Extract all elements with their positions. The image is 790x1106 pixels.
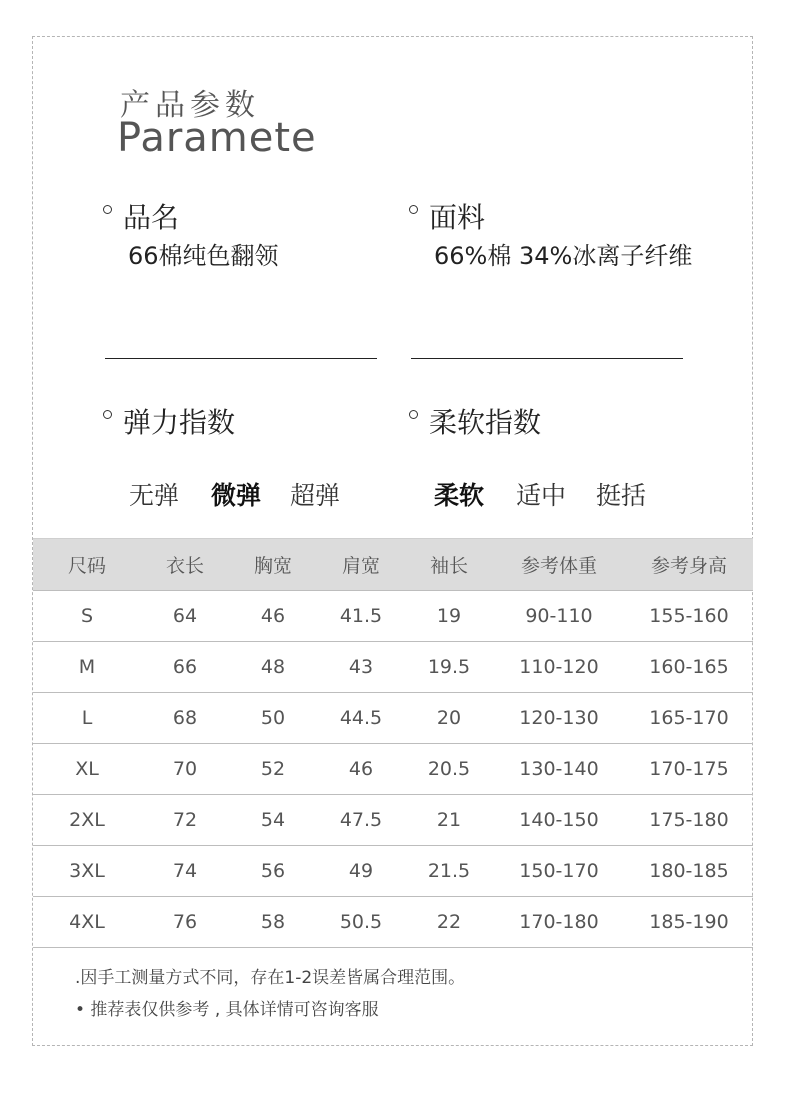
- table-row: [33, 897, 753, 948]
- column-header: 尺码: [33, 539, 141, 591]
- table-cell: 49: [317, 846, 405, 897]
- table-cell: 170-175: [625, 744, 753, 795]
- table-row: [33, 591, 753, 642]
- table-cell: 50: [229, 693, 317, 744]
- column-header: 肩宽: [317, 539, 405, 591]
- table-cell: 46: [317, 744, 405, 795]
- table-row: [33, 846, 753, 897]
- table-cell: 120-130: [493, 693, 625, 744]
- table-row: [33, 642, 753, 693]
- measurement-note: .因手工测量方式不同，存在1-2误差皆属合理范围。: [75, 968, 466, 988]
- section-title-en: Paramete: [117, 115, 317, 161]
- circle-bullet-icon: [103, 410, 112, 419]
- table-cell: 170-180: [493, 897, 625, 948]
- table-cell: S: [33, 591, 141, 642]
- section-title-cn: 产品参数: [120, 88, 260, 123]
- column-header: 袖长: [405, 539, 493, 591]
- param-label: 柔软指数: [429, 406, 542, 439]
- table-cell: 22: [405, 897, 493, 948]
- size-table: [33, 538, 753, 948]
- table-cell: 175-180: [625, 795, 753, 846]
- table-cell: L: [33, 693, 141, 744]
- soft-option: 挺括: [596, 481, 647, 510]
- table-cell: 56: [229, 846, 317, 897]
- soft-option-selected: 柔软: [434, 481, 485, 510]
- circle-bullet-icon: [103, 205, 112, 214]
- reference-note: • 推荐表仅供参考 , 具体详情可咨询客服: [75, 1000, 379, 1020]
- circle-bullet-icon: [409, 205, 418, 214]
- table-cell: 130-140: [493, 744, 625, 795]
- table-cell: 19.5: [405, 642, 493, 693]
- table-cell: 185-190: [625, 897, 753, 948]
- column-header: 参考体重: [493, 539, 625, 591]
- table-cell: 3XL: [33, 846, 141, 897]
- table-cell: 72: [141, 795, 229, 846]
- table-cell: 90-110: [493, 591, 625, 642]
- table-cell: 21.5: [405, 846, 493, 897]
- table-row: [33, 693, 753, 744]
- param-value: 66%棉 34%冰离子纤维: [434, 242, 693, 270]
- table-header-row: [33, 539, 753, 591]
- table-cell: 50.5: [317, 897, 405, 948]
- column-header: 参考身高: [625, 539, 753, 591]
- table-cell: XL: [33, 744, 141, 795]
- table-cell: 165-170: [625, 693, 753, 744]
- table-cell: 68: [141, 693, 229, 744]
- param-label: 品名: [123, 201, 180, 234]
- param-label: 弹力指数: [123, 406, 236, 439]
- param-label: 面料: [429, 201, 486, 234]
- table-cell: 110-120: [493, 642, 625, 693]
- table-cell: 74: [141, 846, 229, 897]
- divider: [105, 358, 377, 359]
- table-cell: 52: [229, 744, 317, 795]
- table-cell: 21: [405, 795, 493, 846]
- param-value: 66棉纯色翻领: [128, 242, 279, 270]
- stretch-option: 超弹: [290, 481, 341, 510]
- table-cell: 155-160: [625, 591, 753, 642]
- column-header: 胸宽: [229, 539, 317, 591]
- table-cell: 48: [229, 642, 317, 693]
- table-cell: 54: [229, 795, 317, 846]
- table-cell: 66: [141, 642, 229, 693]
- table-cell: 58: [229, 897, 317, 948]
- table-cell: 4XL: [33, 897, 141, 948]
- column-header: 衣长: [141, 539, 229, 591]
- table-cell: 2XL: [33, 795, 141, 846]
- stretch-option-selected: 微弹: [211, 481, 262, 510]
- table-cell: 20.5: [405, 744, 493, 795]
- table-cell: 180-185: [625, 846, 753, 897]
- table-cell: 64: [141, 591, 229, 642]
- table-cell: M: [33, 642, 141, 693]
- table-cell: 19: [405, 591, 493, 642]
- circle-bullet-icon: [409, 410, 418, 419]
- table-cell: 70: [141, 744, 229, 795]
- table-cell: 43: [317, 642, 405, 693]
- divider: [411, 358, 683, 359]
- table-cell: 150-170: [493, 846, 625, 897]
- table-row: [33, 795, 753, 846]
- table-cell: 76: [141, 897, 229, 948]
- table-cell: 46: [229, 591, 317, 642]
- stretch-option: 无弹: [129, 481, 180, 510]
- table-cell: 20: [405, 693, 493, 744]
- soft-option: 适中: [516, 481, 567, 510]
- table-cell: 160-165: [625, 642, 753, 693]
- table-cell: 44.5: [317, 693, 405, 744]
- table-row: [33, 744, 753, 795]
- table-cell: 47.5: [317, 795, 405, 846]
- table-cell: 41.5: [317, 591, 405, 642]
- table-cell: 140-150: [493, 795, 625, 846]
